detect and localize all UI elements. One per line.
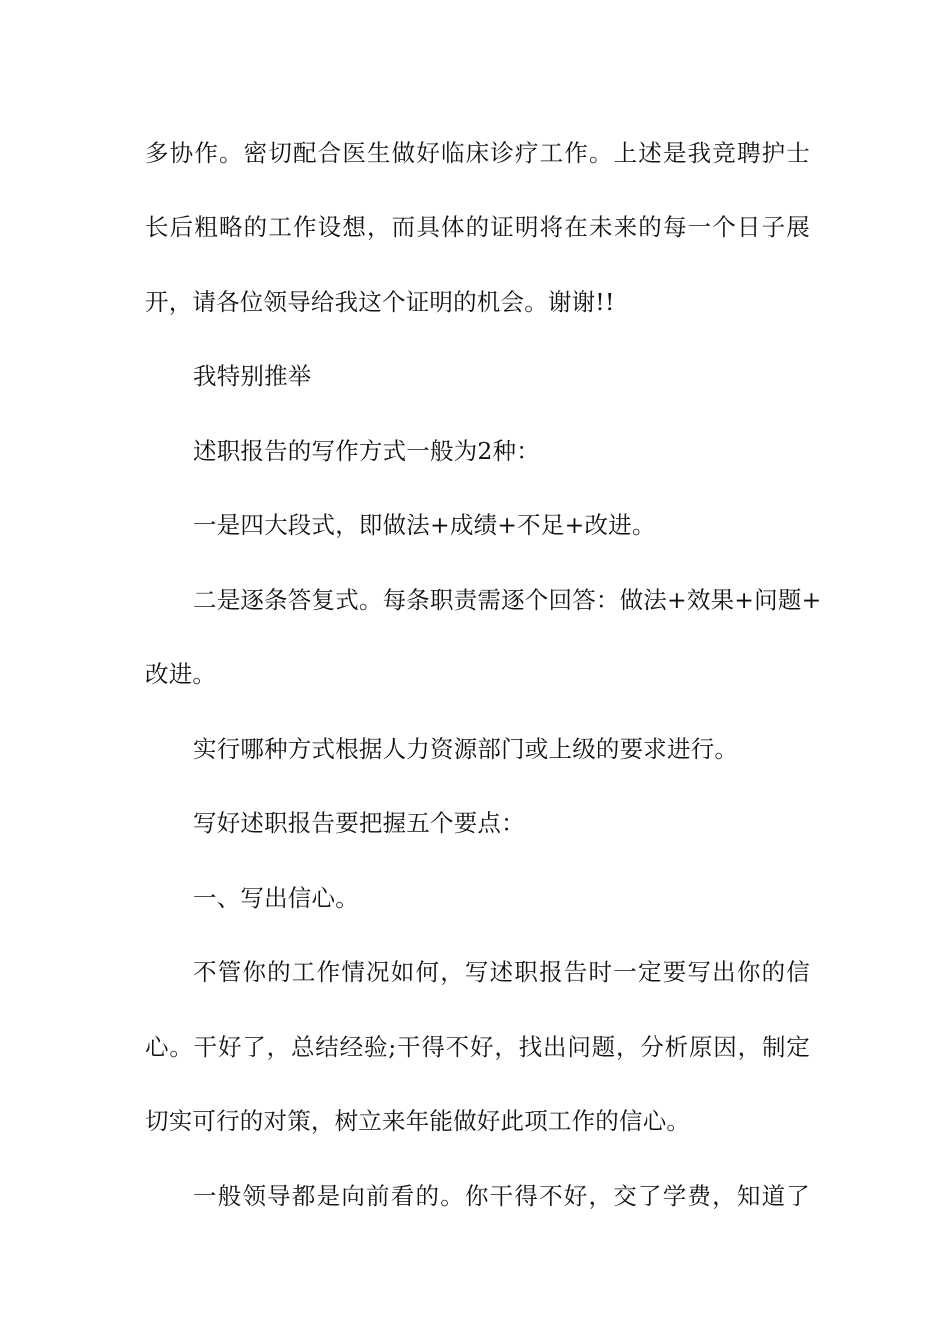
- text-line-12: 不管你的工作情况如何，写述职报告时一定要写出你的信: [193, 958, 810, 986]
- text-line-3: 开，请各位领导给我这个证明的机会。谢谢!!: [145, 288, 615, 316]
- text-line-7: 二是逐条答复式。每条职责需逐个回答：做法+效果+问题+: [193, 586, 822, 614]
- text-line-1: 多协作。密切配合医生做好临床诊疗工作。上述是我竞聘护士: [145, 139, 810, 167]
- text-line-15: 一般领导都是向前看的。你干得不好，交了学费，知道了: [193, 1182, 810, 1210]
- text-line-10: 写好述职报告要把握五个要点：: [193, 809, 525, 837]
- text-line-14: 切实可行的对策，树立来年能做好此项工作的信心。: [145, 1107, 691, 1135]
- text-line-8: 改进。: [145, 660, 217, 688]
- text-line-2: 长后粗略的工作设想，而具体的证明将在未来的每一个日子展: [145, 213, 810, 241]
- text-line-6: 一是四大段式，即做法+成绩+不足+改进。: [193, 511, 656, 539]
- text-line-13: 心。干好了，总结经验;干得不好，找出问题，分析原因，制定: [145, 1033, 810, 1061]
- text-line-5: 述职报告的写作方式一般为2种：: [193, 437, 540, 465]
- text-line-9: 实行哪种方式根据人力资源部门或上级的要求进行。: [193, 735, 739, 763]
- text-line-4: 我特别推举: [193, 362, 312, 390]
- text-line-11: 一、写出信心。: [193, 884, 359, 912]
